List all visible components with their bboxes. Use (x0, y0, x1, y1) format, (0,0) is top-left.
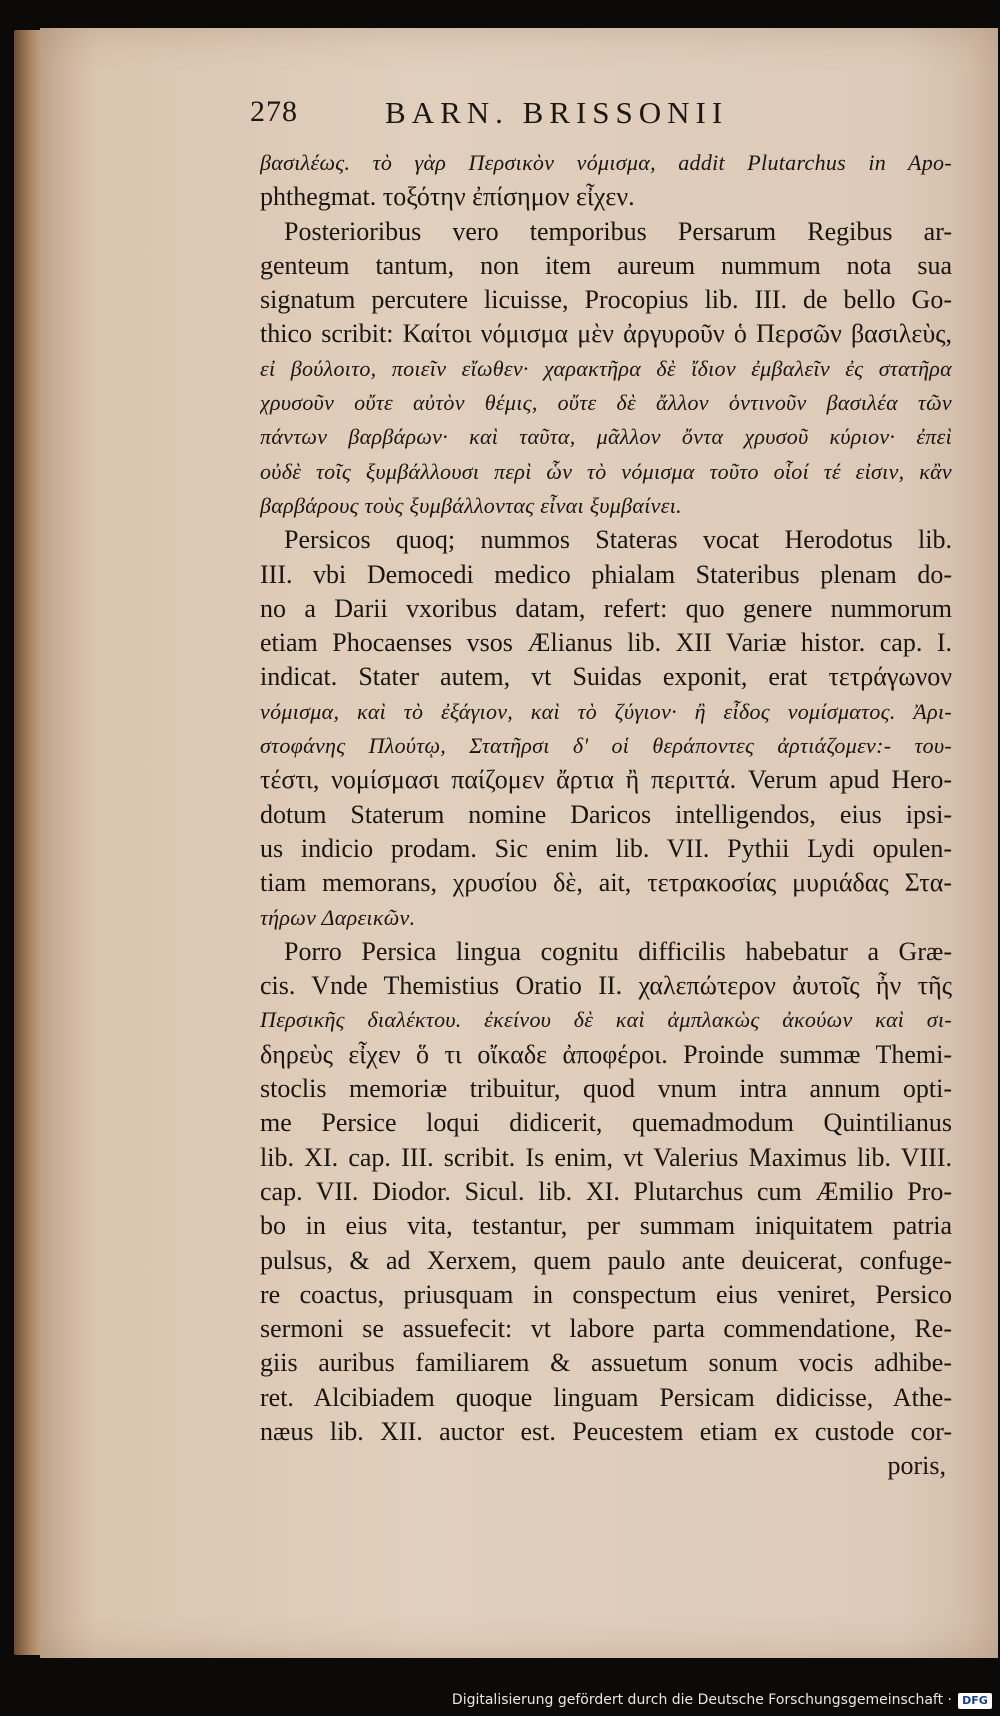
text-line: οὐδὲ τοῖς ξυμβάλλουσι περὶ ὧν τὸ νόμισμα τοῦτο οἷοί τέ εἰσιν, κἂν (260, 458, 952, 484)
text-line: re coactus, priusquam in conspectum eius veniret, Persico (260, 1279, 952, 1309)
text-line: indicat. Stater autem, vt Suidas exponit, erat τετράγωνον (260, 662, 952, 692)
text-line: pulsus, & ad Xerxem, quem paulo ante deuicerat, confuge- (260, 1245, 952, 1275)
text-line: Persicos quoq; nummos Stateras vocat Herodotus lib. (284, 525, 952, 555)
text-line: næus lib. XII. auctor est. Peucestem etiam ex custode cor- (260, 1416, 952, 1446)
text-line: III. vbi Democedi medico phialam Stateribus plenam do- (260, 559, 952, 589)
text-line: signatum percutere licuisse, Procopius lib. III. de bello Go- (260, 285, 952, 315)
text-line: τήρων Δαρεικῶν. (260, 904, 416, 930)
text-line: ret. Alcibiadem quoque linguam Persicam didicisse, Athe- (260, 1382, 952, 1412)
body-text (260, 146, 952, 1484)
text-line: τέστι, νομίσμασι παίζομεν ἄρτια ἢ περιττά. Verum apud Hero- (260, 765, 952, 795)
text-line: lib. XI. cap. III. scribit. Is enim, vt Valerius Maximus lib. VIII. (260, 1142, 952, 1172)
running-title: BARN. BRISSONII (385, 95, 729, 130)
text-line: genteum tantum, non item aureum nummum nota sua (260, 250, 952, 280)
text-line: stoclis memoriæ tribuitur, quod vnum intra annum opti- (260, 1074, 952, 1104)
text-line: cis. Vnde Themistius Oratio II. χαλεπώτερον ἀυτοῖς ἦν τῆς (260, 971, 952, 1001)
text-line: πάντων βαρβάρων· καὶ ταῦτα, μᾶλλον ὄντα χρυσοῦ κύριον· ἐπεὶ (260, 424, 952, 450)
text-line: νόμισμα, καὶ τὸ ἐξάγιον, καὶ τὸ ζύγιον· ἢ εἶδος νομίσματος. Ἀρι- (260, 698, 952, 724)
text-line: sermoni se assuefecit: vt labore parta commendatione, Re- (260, 1314, 952, 1344)
text-line: giis auribus familiarem & assuetum sonum vocis adhibe- (260, 1348, 952, 1378)
catchword: poris, (887, 1451, 946, 1481)
page-number: 278 (250, 95, 298, 128)
text-line: etiam Phocaenses vsos Ælianus lib. XII Variæ histor. cap. I. (260, 628, 952, 658)
funding-credit: Digitalisierung gefördert durch die Deutsche Forschungsgemeinschaft · (451, 1692, 952, 1708)
text-line: bo in eius vita, testantur, per summam iniquitatem patria (260, 1211, 952, 1241)
text-line: βασιλέως. τὸ γὰρ Περσικὸν νόμισμα, addit Plutarchus in Apo- (260, 150, 952, 175)
text-line: Posterioribus vero temporibus Persarum Regibus ar- (284, 216, 952, 246)
text-line: dotum Staterum nomine Daricos intelligendos, eius ipsi- (260, 799, 952, 829)
text-line: thico scribit: Καίτοι νόμισμα μὲν ἀργυροῦν ὁ Περσῶν βασιλεὺς, (260, 319, 952, 349)
text-line: cap. VII. Diodor. Sicul. lib. XI. Plutarchus cum Æmilio Pro- (260, 1176, 952, 1206)
dfg-logo: DFG (958, 1693, 992, 1709)
text-line: us indicio prodam. Sic enim lib. VII. Pythii Lydi opulen- (260, 833, 952, 863)
text-line: phthegmat. τοξότην ἐπίσημον εἶχεν. (260, 182, 635, 212)
funding-footer (0, 1688, 1000, 1716)
text-line: Porro Persica lingua cognitu difficilis habebatur a Græ- (284, 936, 952, 966)
text-line: χρυσοῦν οὔτε αὐτὸν θέμις, οὔτε δὲ ἄλλον ὁντινοῦν βασιλέα τῶν (260, 390, 952, 416)
text-line: tiam memorans, χρυσίου δὲ, ait, τετρακοσίας μυριάδας Στα- (260, 868, 952, 898)
text-line: Περσικῆς διαλέκτου. ἐκείνου δὲ καὶ ἀμπλακὼς ἀκούων καὶ σι- (260, 1007, 952, 1033)
text-line: δηρεὺς εἶχεν ὅ τι οἴκαδε ἀποφέροι. Proinde summæ Themi- (260, 1039, 952, 1069)
text-line: βαρβάρους τοὺς ξυμβάλλοντας εἶναι ξυμβαίνει. (260, 492, 682, 518)
running-head (250, 95, 950, 145)
text-line: στοφάνης Πλούτῳ, Στατῆρσι δ' οἱ θεράποντες ἀρτιάζομεν:- του- (260, 733, 952, 759)
text-line: me Persice loqui didicerit, quemadmodum Quintilianus (260, 1108, 952, 1138)
text-line: no a Darii vxoribus datam, refert: quo genere nummorum (260, 593, 952, 623)
text-line: εἰ βούλοιτο, ποιεῖν εἴωθεν· χαρακτῆρα δὲ ἴδιον ἐμβαλεῖν ἐς στατῆρα (260, 355, 952, 381)
